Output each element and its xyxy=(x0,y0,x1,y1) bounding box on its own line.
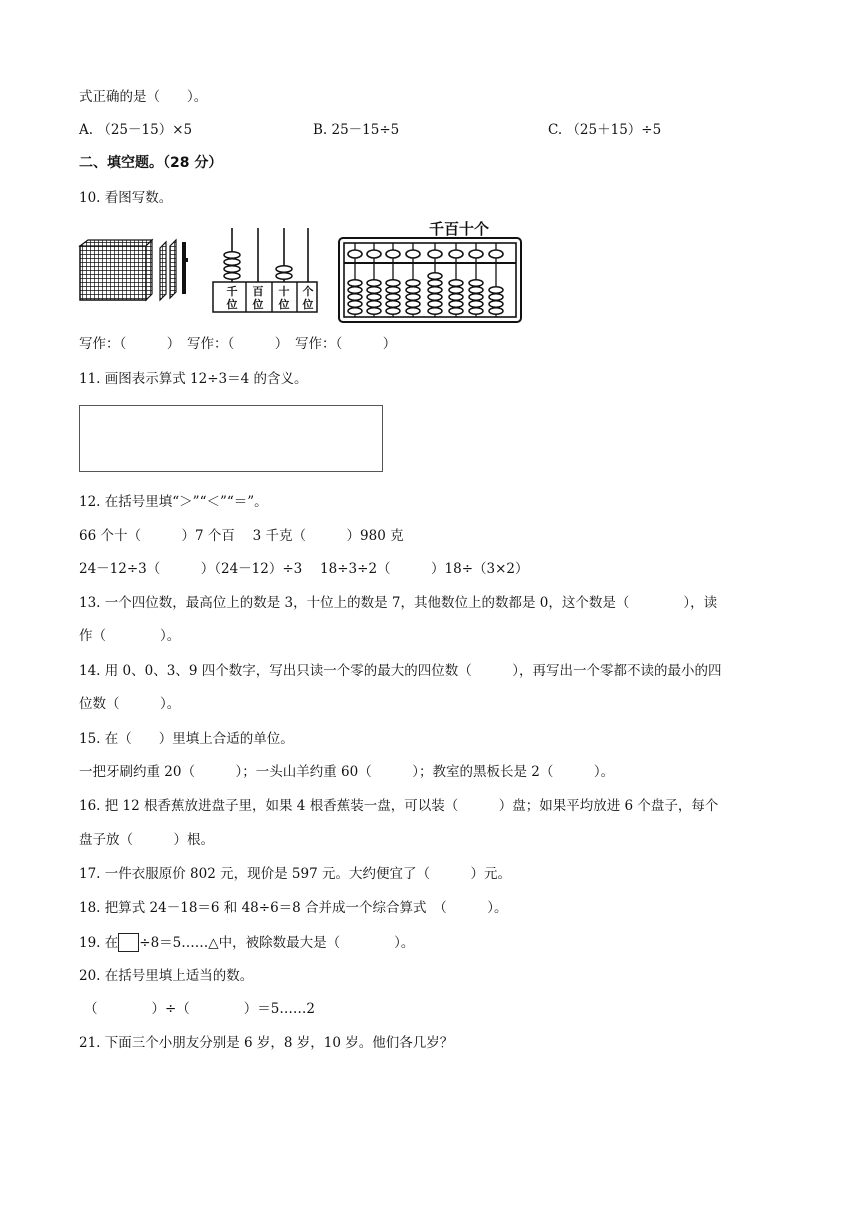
q19-suffix: ÷8＝5……△中，被除数最大是（ ）。 xyxy=(139,935,415,951)
q15-line2: 一把牙刷约重 20（ ）；一头山羊约重 60（ ）；教室的黑板长是 2（ ）。 xyxy=(79,764,615,780)
frame-bead xyxy=(489,287,503,293)
abacus-place-label: 十 xyxy=(278,285,290,298)
abacus-place-label: 位 xyxy=(302,298,314,311)
frame-bead xyxy=(449,287,463,293)
q18-text: 18. 把算式 24－18＝6 和 48÷6＝8 合并成一个综合算式 （ ）。 xyxy=(79,900,508,916)
q9-option-c: C. （25＋15）÷5 xyxy=(548,122,662,138)
frame-bead xyxy=(406,280,420,286)
abacus-place-label: 百 xyxy=(252,285,264,298)
abacus-bead xyxy=(276,266,292,272)
frame-bead xyxy=(406,287,420,293)
q12-line2: 24－12÷3（ ）（24－12）÷3 18÷3÷2（ ）18÷（3×2） xyxy=(79,561,529,577)
frame-bead xyxy=(449,250,463,258)
q16-line1: 16. 把 12 根香蕉放进盘子里，如果 4 根香蕉装一盘，可以装（ ）盘；如果平均放进 6 个盘子，每个 xyxy=(79,798,719,814)
frame-bead xyxy=(469,287,483,293)
frame-bead xyxy=(469,294,483,300)
frame-bead xyxy=(386,250,400,258)
frame-bead xyxy=(386,308,400,314)
frame-bead xyxy=(449,294,463,300)
q9-option-b: B. 25－15÷5 xyxy=(313,122,400,138)
q20-text: 20. 在括号里填上适当的数。 xyxy=(79,968,254,984)
frame-bead xyxy=(386,301,400,307)
frame-bead xyxy=(489,250,503,258)
frame-bead xyxy=(348,287,362,293)
abacus-bead xyxy=(224,273,240,279)
frame-bead xyxy=(367,287,381,293)
frame-bead xyxy=(367,301,381,307)
q19-text xyxy=(79,933,414,952)
q13-line2: 作（ ）。 xyxy=(79,628,181,644)
q12-text: 12. 在括号里填“＞”“＜”“＝”。 xyxy=(79,494,268,510)
blank-square[interactable] xyxy=(118,933,139,952)
q9-option-a: A. （25－15）×5 xyxy=(79,122,193,138)
q12-line1: 66 个十（ ）7 个百 3 千克（ ）980 克 xyxy=(79,528,404,544)
frame-bead xyxy=(428,287,442,293)
frame-bead xyxy=(406,250,420,258)
frame-bead xyxy=(348,301,362,307)
frame-bead xyxy=(367,308,381,314)
q14-line2: 位数（ ）。 xyxy=(79,696,181,712)
counting-frame-labels: 千百十个 xyxy=(429,220,490,238)
frame-bead xyxy=(367,250,381,258)
q14-line1: 14. 用 0、0、3、9 四个数字，写出只读一个零的最大的四位数（ ），再写出一个零都不读的最小的四 xyxy=(79,663,722,679)
abacus-bead xyxy=(276,273,292,279)
frame-bead xyxy=(406,301,420,307)
q10-answers: 写作：（ ） 写作：（ ） 写作：（ ） xyxy=(79,336,397,352)
q11-text: 11. 画图表示算式 12÷3＝4 的含义。 xyxy=(79,371,308,387)
frame-bead xyxy=(449,301,463,307)
frame-bead xyxy=(428,301,442,307)
frame-bead xyxy=(449,308,463,314)
abacus-bead xyxy=(224,252,240,258)
frame-bead xyxy=(489,301,503,307)
q19-prefix: 19. 在 xyxy=(79,935,119,951)
frame-bead xyxy=(489,308,503,314)
frame-bead xyxy=(348,250,362,258)
abacus-figure xyxy=(211,226,321,314)
abacus-place-label: 千 xyxy=(226,285,238,298)
cube-blocks-figure xyxy=(78,238,196,302)
q9-text: 式正确的是（ ）。 xyxy=(79,89,208,105)
frame-bead xyxy=(386,287,400,293)
frame-bead xyxy=(469,301,483,307)
frame-bead xyxy=(428,308,442,314)
abacus-place-label: 位 xyxy=(252,298,264,311)
drawing-box[interactable] xyxy=(79,405,383,472)
q10-text: 10. 看图写数。 xyxy=(79,190,173,206)
q16-line2: 盘子放（ ）根。 xyxy=(79,832,214,848)
abacus-place-label: 个 xyxy=(302,285,314,298)
q15-line1: 15. 在（ ）里填上合适的单位。 xyxy=(79,731,294,747)
frame-bead xyxy=(428,250,442,258)
frame-bead xyxy=(489,294,503,300)
frame-bead xyxy=(367,294,381,300)
frame-bead xyxy=(406,308,420,314)
frame-bead xyxy=(428,280,442,286)
q13-line1: 13. 一个四位数，最高位上的数是 3，十位上的数是 7，其他数位上的数都是 0，这个数是（ ），读 xyxy=(79,595,718,611)
q20-line: （ ）÷（ ）＝5……2 xyxy=(84,1001,315,1017)
frame-bead xyxy=(469,250,483,258)
frame-bead xyxy=(386,280,400,286)
frame-bead xyxy=(406,294,420,300)
frame-bead xyxy=(469,280,483,286)
counting-frame-figure xyxy=(336,218,524,324)
frame-bead xyxy=(367,280,381,286)
frame-bead xyxy=(428,273,442,279)
abacus-place-label: 位 xyxy=(226,298,238,311)
q17-text: 17. 一件衣服原价 802 元，现价是 597 元。大约便宜了（ ）元。 xyxy=(79,866,511,882)
frame-bead xyxy=(348,308,362,314)
frame-bead xyxy=(386,294,400,300)
frame-bead xyxy=(348,294,362,300)
abacus-bead xyxy=(224,259,240,265)
section-heading: 二、填空题。（28 分） xyxy=(79,155,223,171)
frame-bead xyxy=(348,280,362,286)
abacus-bead xyxy=(224,266,240,272)
abacus-place-label: 位 xyxy=(278,298,290,311)
frame-bead xyxy=(469,308,483,314)
q21-text: 21. 下面三个小朋友分别是 6 岁，8 岁，10 岁。他们各几岁？ xyxy=(79,1035,454,1051)
frame-bead xyxy=(449,280,463,286)
frame-bead xyxy=(428,294,442,300)
